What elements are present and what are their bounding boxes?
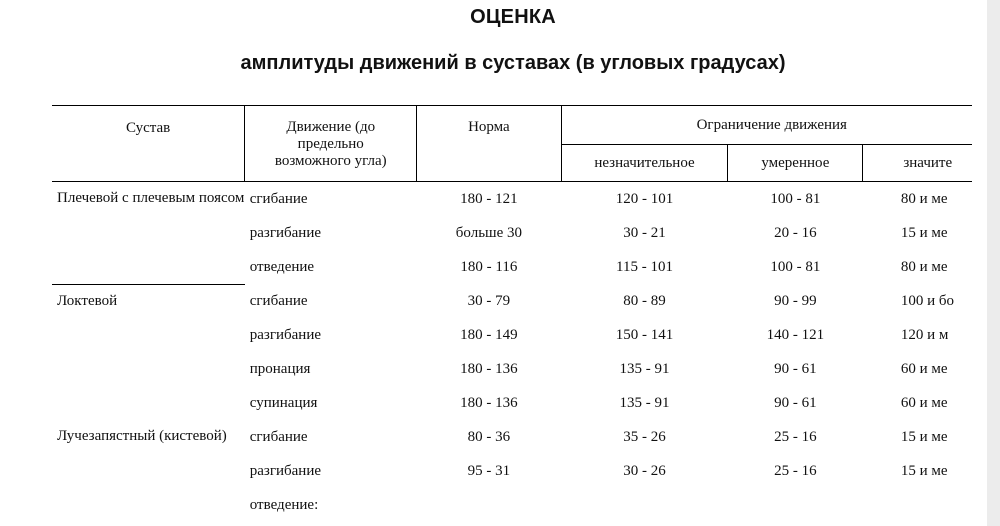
significant-cell: 120 и м — [900, 327, 949, 343]
table-row — [52, 284, 972, 318]
header-limit-significant: значите — [863, 145, 972, 182]
header-limit-moderate: умеренное — [728, 145, 863, 182]
movement-cell: разгибание — [249, 463, 322, 479]
movement-cell: сгибание — [249, 429, 308, 445]
document-subtitle: амплитуды движений в суставах (в угловых градусах) — [240, 52, 786, 74]
norm-cell: 180 - 121 — [460, 191, 518, 207]
joint-cell: Лучезапястный (кистевой) — [57, 428, 227, 444]
norm-cell: 80 - 36 — [467, 429, 511, 445]
moderate-cell — [728, 488, 863, 522]
significant-cell: 60 и ме — [900, 395, 948, 411]
movement-cell: пронация — [249, 361, 311, 377]
header-limitation-group: Ограничение движения — [561, 106, 972, 145]
header-movement: Движение (до предельно возможного угла) — [245, 106, 417, 182]
header-norm: Норма — [417, 106, 561, 182]
significant-cell: 100 и бо — [900, 293, 954, 309]
table-row — [52, 420, 972, 454]
joint-cell: Локтевой — [52, 284, 245, 420]
moderate-cell: 25 - 16 — [774, 463, 817, 479]
slight-cell: 80 - 89 — [623, 293, 666, 309]
movement-cell: сгибание — [249, 293, 308, 309]
movement-cell: разгибание — [249, 327, 322, 343]
moderate-cell: 100 - 81 — [770, 259, 821, 275]
moderate-cell: 100 - 81 — [770, 191, 821, 207]
significant-cell: 15 и ме — [900, 463, 948, 479]
moderate-cell: 90 - 61 — [774, 361, 817, 377]
scrollbar-track[interactable] — [987, 0, 1000, 526]
norm-cell: больше 30 — [455, 225, 522, 241]
slight-cell: 135 - 91 — [619, 395, 670, 411]
significant-cell: 60 и ме — [900, 361, 948, 377]
slight-cell — [561, 488, 728, 522]
moderate-cell: 90 - 99 — [774, 293, 817, 309]
norm-cell: 95 - 31 — [467, 463, 511, 479]
norm-cell — [417, 488, 561, 522]
significant-cell: 15 и ме — [900, 225, 948, 241]
slight-cell: 35 - 26 — [623, 429, 666, 445]
document-title: ОЦЕНКА — [470, 6, 556, 28]
movement-cell: сгибание — [249, 191, 308, 207]
slight-cell: 150 - 141 — [615, 327, 674, 343]
significant-cell: 80 и ме — [900, 259, 948, 275]
norm-cell: 180 - 136 — [460, 395, 518, 411]
significant-cell — [863, 488, 972, 522]
norm-cell: 30 - 79 — [467, 293, 511, 309]
moderate-cell: 140 - 121 — [766, 327, 825, 343]
header-joint: Сустав — [52, 106, 245, 182]
movement-cell: отведение: — [249, 497, 319, 513]
norm-cell: 180 - 136 — [460, 361, 518, 377]
significant-cell: 80 и ме — [900, 191, 948, 207]
slight-cell: 115 - 101 — [616, 259, 673, 275]
movement-cell: супинация — [249, 395, 318, 411]
moderate-cell: 25 - 16 — [774, 429, 817, 445]
slight-cell: 135 - 91 — [619, 361, 670, 377]
table-row — [52, 182, 972, 217]
slight-cell: 120 - 101 — [615, 191, 674, 207]
slight-cell: 30 - 21 — [623, 225, 666, 241]
header-limit-slight: незначительное — [561, 145, 728, 182]
moderate-cell: 20 - 16 — [774, 225, 817, 241]
significant-cell: 15 и ме — [900, 429, 948, 445]
norm-cell: 180 - 149 — [460, 327, 518, 343]
joint-cell: Плечевой с плечевым поясом — [57, 190, 245, 206]
range-of-motion-table — [52, 105, 972, 522]
movement-cell: отведение — [249, 259, 315, 275]
moderate-cell: 90 - 61 — [774, 395, 817, 411]
norm-cell: 180 - 116 — [460, 259, 518, 275]
movement-cell: разгибание — [249, 225, 322, 241]
slight-cell: 30 - 26 — [623, 463, 666, 479]
